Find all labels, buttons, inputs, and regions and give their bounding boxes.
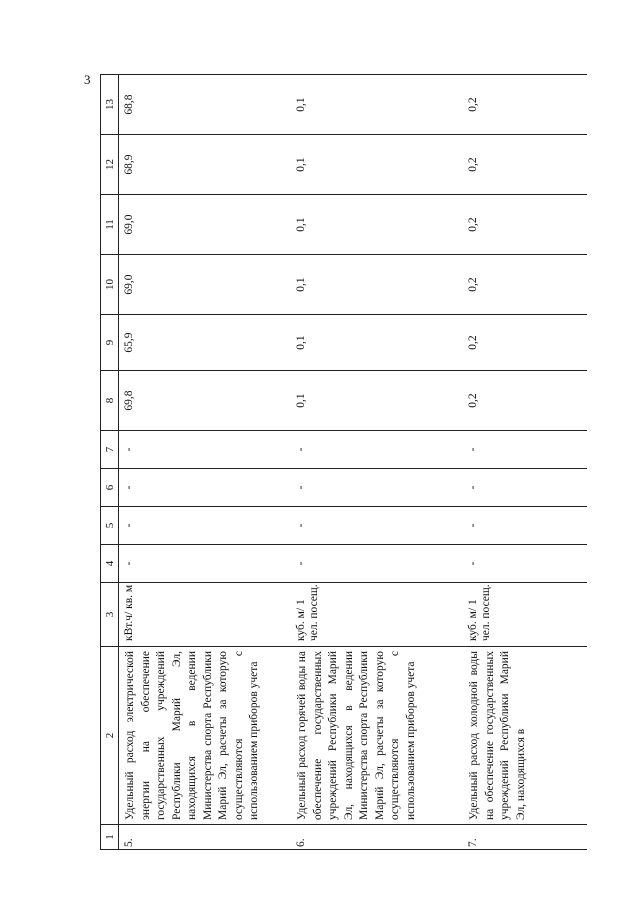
unit-cell: кВт.ч/ кв. м: [119, 583, 292, 647]
value-cell: 0,2: [463, 195, 587, 255]
value-cell: -: [291, 431, 463, 469]
header-cell: 10: [101, 255, 119, 315]
value-cell: -: [463, 431, 587, 469]
header-cell: 3: [101, 583, 119, 647]
value-cell: 69,0: [119, 195, 292, 255]
header-row: [101, 75, 119, 850]
header-cell: 6: [101, 469, 119, 507]
indicator-description: Удельный расход электрической энергии на обеспечение государственных учреждений Республики Марий Эл, находящихся в ведении Министерства спорта Республики Марий Эл, расчеты за которую осуществляются с использованием приборов учета: [119, 647, 292, 825]
header-cell: 1: [101, 825, 119, 850]
unit-cell: куб. м/ 1 чел. посещ.: [463, 583, 587, 647]
value-cell: 68,9: [119, 135, 292, 195]
value-cell: -: [463, 507, 587, 545]
value-cell: -: [119, 469, 292, 507]
header-cell: 11: [101, 195, 119, 255]
value-cell: 0,1: [291, 371, 463, 431]
rotated-table-wrapper: [100, 75, 550, 850]
value-cell: -: [291, 469, 463, 507]
header-cell: 4: [101, 545, 119, 583]
header-cell: 5: [101, 507, 119, 545]
value-cell: -: [119, 545, 292, 583]
header-cell: 12: [101, 135, 119, 195]
value-cell: 0,2: [463, 255, 587, 315]
row-number: 5.: [119, 825, 292, 850]
value-cell: 0,1: [291, 195, 463, 255]
table-row: [119, 75, 292, 850]
row-number: 6.: [291, 825, 463, 850]
row-number: 7.: [463, 825, 587, 850]
header-cell: 9: [101, 315, 119, 371]
value-cell: 0,1: [291, 75, 463, 135]
indicator-description: Удельный расход горячей воды на обеспечение государственных учреждений Республики Марий Эл, находящихся в ведении Министерства спорта Республики Марий Эл, расчеты за которую осуществляются с использованием приборов учета: [291, 647, 463, 825]
table-row: [463, 75, 587, 850]
value-cell: 65,9: [119, 315, 292, 371]
header-cell: 13: [101, 75, 119, 135]
value-cell: -: [291, 545, 463, 583]
value-cell: 0,1: [291, 135, 463, 195]
value-cell: 0,1: [291, 315, 463, 371]
value-cell: 0,2: [463, 75, 587, 135]
header-cell: 7: [101, 431, 119, 469]
page-number: 3: [84, 72, 91, 87]
value-cell: 69,0: [119, 255, 292, 315]
unit-cell: куб. м/ 1 чел. посещ.: [291, 583, 463, 647]
value-cell: 0,2: [463, 371, 587, 431]
value-cell: 0,2: [463, 315, 587, 371]
value-cell: -: [463, 545, 587, 583]
value-cell: 0,1: [291, 255, 463, 315]
value-cell: -: [119, 507, 292, 545]
value-cell: -: [291, 507, 463, 545]
value-cell: -: [463, 469, 587, 507]
header-cell: 8: [101, 371, 119, 431]
indicator-description: Удельный расход холодной воды на обеспечение государственных учреждений Республики Марий Эл, находящихся в: [463, 647, 587, 825]
table-row: [291, 75, 463, 850]
value-cell: -: [119, 431, 292, 469]
value-cell: 68,8: [119, 75, 292, 135]
value-cell: 0,2: [463, 135, 587, 195]
value-cell: 69,8: [119, 371, 292, 431]
header-cell: 2: [101, 647, 119, 825]
indicator-table: [100, 74, 587, 850]
